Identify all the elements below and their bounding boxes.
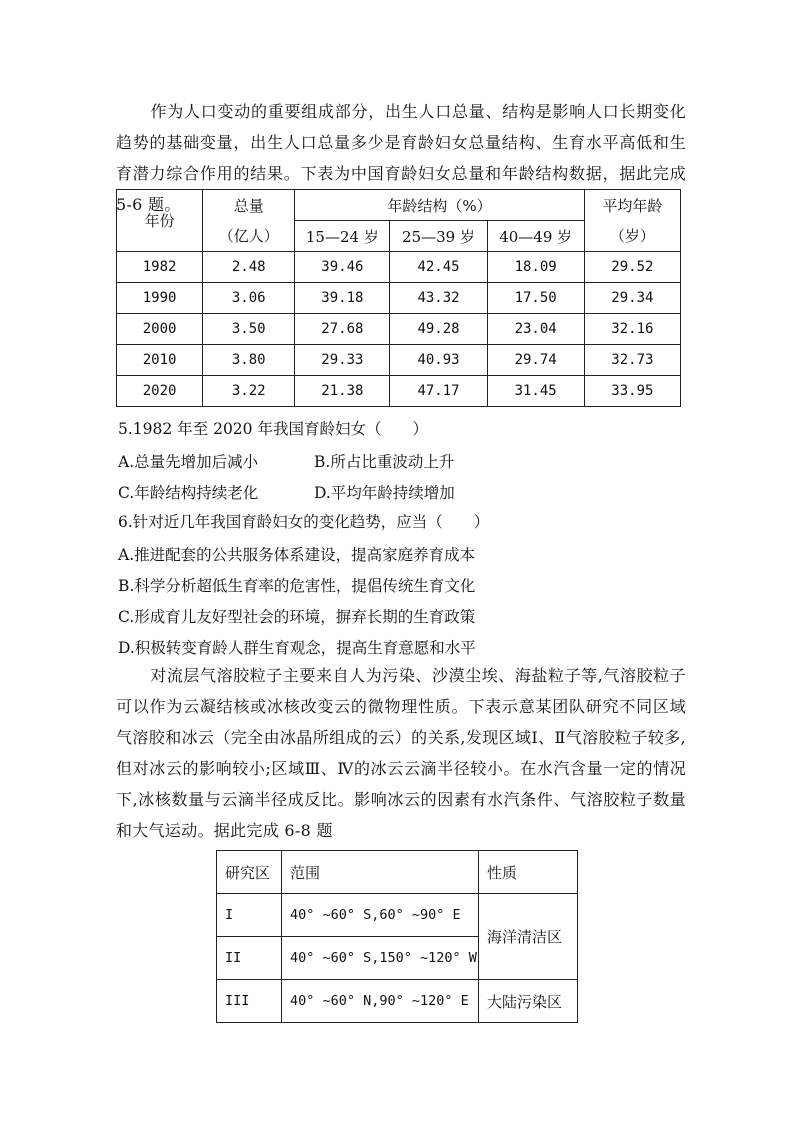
- table-row: [217, 894, 578, 937]
- cell-total: 3.22: [203, 376, 295, 407]
- question-5-option-d: D.平均年龄持续增加: [314, 484, 455, 502]
- table-row: [117, 376, 681, 407]
- cell-age-2: 47.17: [390, 376, 487, 407]
- question-6-option-b: B.科学分析超低生育率的危害性，提倡传统生育文化: [118, 577, 476, 595]
- table-row: [117, 283, 681, 314]
- cell-year: 2000: [117, 314, 203, 345]
- cell-area: III: [217, 980, 282, 1023]
- table-row: [217, 980, 578, 1023]
- passage-aerosol: [116, 660, 686, 846]
- cell-age-1: 29.33: [295, 345, 390, 376]
- passage-population-text: 作为人口变动的重要组成部分，出生人口总量、结构是影响人口长期变化趋势的基础变量，出生人口总量多少是育龄妇女总量结构、生育水平高低和生育潜力综合作用的结果。下表为中国育龄妇女总量和年龄结构数据，据此完成 5-6 题。: [116, 102, 686, 214]
- cell-range: 40° ~60° S,60° ~90° E: [282, 894, 479, 937]
- cell-avg: 33.95: [584, 376, 680, 407]
- cell-age-2: 43.32: [390, 283, 487, 314]
- passage-aerosol-text: 对流层气溶胶粒子主要来自人为污染、沙漠尘埃、海盐粒子等,气溶胶粒子可以作为云凝结核或冰核改变云的微物理性质。下表示意某团队研究不同区域气溶胶和冰云（完全由冰晶所组成的云）的关系,发现区域Ⅰ、Ⅱ气溶胶粒子较多,但对冰云的影响较小;区域Ⅲ、Ⅳ的冰云云滴半径较小。在水汽含量一定的情况下,冰核数量与云滴半径成反比。影响冰云的因素有水汽条件、气溶胶粒子数量和大气运动。据此完成 6-8 题: [116, 666, 686, 840]
- header-age-3: 40—49 岁: [487, 221, 584, 252]
- cell-age-3: 29.74: [487, 345, 584, 376]
- cell-avg: 29.52: [584, 252, 680, 283]
- question-5-stem: 5.1982 年至 2020 年我国育龄妇女（ ）: [118, 420, 428, 438]
- header-age-1: 15—24 岁: [295, 221, 390, 252]
- cell-year: 1982: [117, 252, 203, 283]
- cell-age-1: 39.18: [295, 283, 390, 314]
- table-row: [117, 314, 681, 345]
- cell-year: 2020: [117, 376, 203, 407]
- question-5-option-a: A.总量先增加后减小: [118, 453, 259, 471]
- table-row: [117, 345, 681, 376]
- cell-age-3: 17.50: [487, 283, 584, 314]
- cell-age-1: 21.38: [295, 376, 390, 407]
- cell-age-1: 27.68: [295, 314, 390, 345]
- cell-range: 40° ~60° S,150° ~120° W: [282, 937, 479, 980]
- cell-age-2: 49.28: [390, 314, 487, 345]
- cell-age-3: 31.45: [487, 376, 584, 407]
- cell-total: 3.80: [203, 345, 295, 376]
- cell-area: I: [217, 894, 282, 937]
- cell-range: 40° ~60° N,90° ~120° E: [282, 980, 479, 1023]
- cell-avg: 32.73: [584, 345, 680, 376]
- cell-nature-merged: 海洋清洁区: [479, 894, 578, 980]
- cell-year: 1990: [117, 283, 203, 314]
- header-range: 范围: [282, 851, 479, 894]
- header-year: 年份: [117, 190, 203, 252]
- question-6-option-d: D.积极转变育龄人群生育观念，提高生育意愿和水平: [118, 639, 476, 657]
- cell-age-2: 40.93: [390, 345, 487, 376]
- header-nature: 性质: [479, 851, 578, 894]
- cell-nature: 大陆污染区: [479, 980, 578, 1023]
- header-age-2: 25—39 岁: [390, 221, 487, 252]
- cell-total: 3.50: [203, 314, 295, 345]
- cell-avg: 29.34: [584, 283, 680, 314]
- header-total-line2: （亿人）: [203, 221, 295, 252]
- question-6-option-a: A.推进配套的公共服务体系建设，提高家庭养育成本: [118, 546, 476, 564]
- cell-total: 3.06: [203, 283, 295, 314]
- cell-age-1: 39.46: [295, 252, 390, 283]
- cell-year: 2010: [117, 345, 203, 376]
- cell-age-3: 18.09: [487, 252, 584, 283]
- cell-area: II: [217, 937, 282, 980]
- header-avg-line1: 平均年龄: [584, 190, 680, 221]
- cell-age-3: 23.04: [487, 314, 584, 345]
- cell-total: 2.48: [203, 252, 295, 283]
- question-5-option-c: C.年龄结构持续老化: [118, 484, 259, 502]
- aerosol-table: [216, 850, 578, 1023]
- header-age-structure: 年龄结构（%）: [295, 190, 584, 221]
- header-avg-line2: （岁）: [584, 221, 680, 252]
- cell-avg: 32.16: [584, 314, 680, 345]
- question-5-option-b: B.所占比重波动上升: [314, 453, 455, 471]
- header-area: 研究区: [217, 851, 282, 894]
- question-6-stem: 6.针对近几年我国育龄妇女的变化趋势，应当（ ）: [118, 513, 490, 531]
- header-total-line1: 总量: [203, 190, 295, 221]
- question-6-option-c: C.形成育儿友好型社会的环境，摒弃长期的生育政策: [118, 608, 476, 626]
- table-row: [117, 252, 681, 283]
- population-table: [116, 189, 681, 407]
- cell-age-2: 42.45: [390, 252, 487, 283]
